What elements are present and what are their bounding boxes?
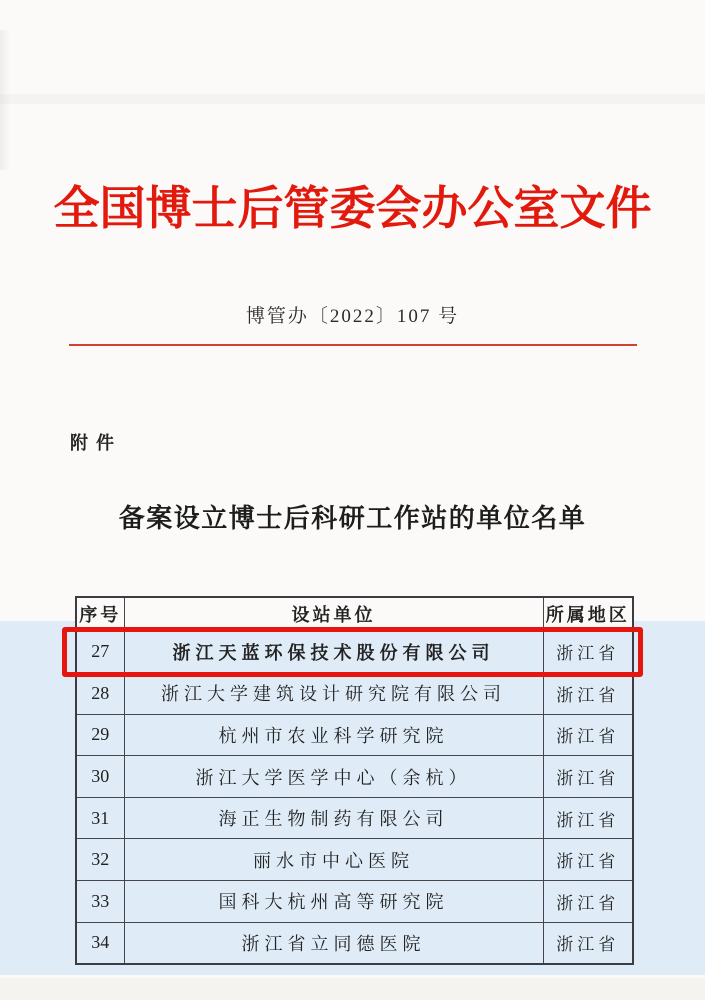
- table-row: [76, 881, 633, 923]
- cell-no: 34: [76, 922, 124, 964]
- table-row: [76, 922, 633, 964]
- cell-no: 30: [76, 756, 124, 798]
- cell-no: 33: [76, 881, 124, 923]
- cell-unit: 浙江天蓝环保技术股份有限公司: [124, 631, 543, 673]
- cell-unit: 浙江省立同德医院: [124, 922, 543, 964]
- cell-region: 浙江省: [543, 756, 633, 798]
- attachment-label: 附件: [70, 433, 122, 453]
- column-header: 所属地区: [543, 597, 633, 631]
- list-title: 备案设立博士后科研工作站的单位名单: [118, 504, 587, 533]
- highlight-box: [62, 627, 643, 677]
- cell-no: 28: [76, 673, 124, 715]
- page-bottom-margin: [0, 978, 705, 1000]
- cell-unit: 浙江大学医学中心（余杭）: [124, 756, 543, 798]
- table-body: [76, 631, 633, 964]
- cell-region: 浙江省: [543, 922, 633, 964]
- cell-region: 浙江省: [543, 714, 633, 756]
- table-row: [76, 797, 633, 839]
- cell-unit: 浙江大学建筑设计研究院有限公司: [124, 673, 543, 715]
- column-header: 设站单位: [124, 597, 543, 631]
- document-title: 全国博士后管委会办公室文件: [53, 183, 652, 234]
- red-divider-line: [69, 344, 637, 346]
- scan-smudge-band: [0, 94, 705, 104]
- table-header-row: [76, 597, 633, 631]
- cell-region: 浙江省: [543, 797, 633, 839]
- column-header: 序号: [76, 597, 124, 631]
- cell-no: 31: [76, 797, 124, 839]
- cell-region: 浙江省: [543, 631, 633, 673]
- table-row: [76, 756, 633, 798]
- table-row: [76, 714, 633, 756]
- cell-unit: 海正生物制药有限公司: [124, 797, 543, 839]
- cell-no: 29: [76, 714, 124, 756]
- table-row: [76, 673, 633, 715]
- cell-no: 27: [76, 631, 124, 673]
- cell-unit: 国科大杭州高等研究院: [124, 881, 543, 923]
- cell-region: 浙江省: [543, 673, 633, 715]
- cell-unit: 丽水市中心医院: [124, 839, 543, 881]
- cell-no: 32: [76, 839, 124, 881]
- document-number: 博管办〔2022〕107 号: [245, 306, 460, 327]
- cell-region: 浙江省: [543, 839, 633, 881]
- table-row: [76, 839, 633, 881]
- cell-region: 浙江省: [543, 881, 633, 923]
- cell-unit: 杭州市农业科学研究院: [124, 714, 543, 756]
